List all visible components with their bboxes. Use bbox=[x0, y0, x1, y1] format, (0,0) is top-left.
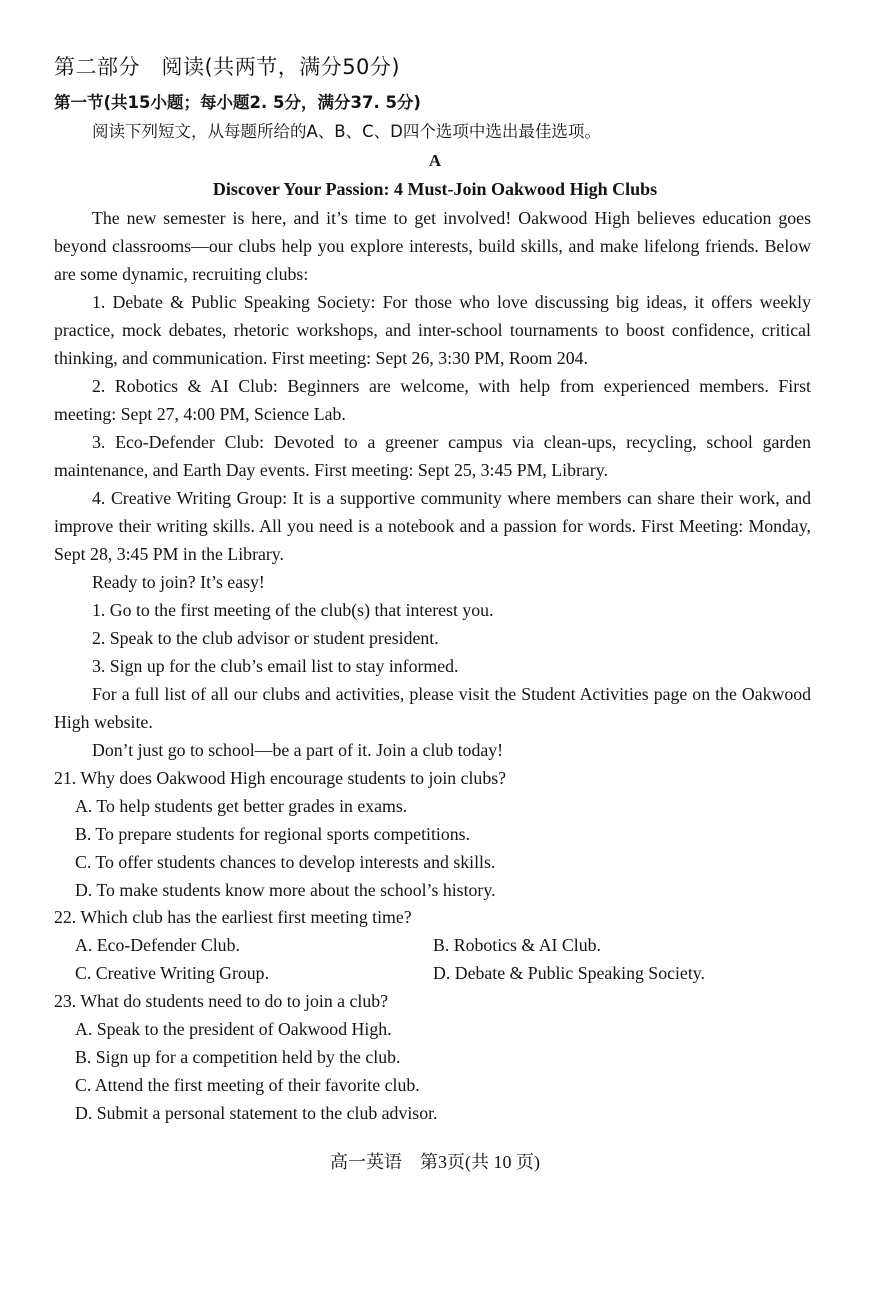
option-c: C. Creative Writing Group. bbox=[75, 963, 270, 983]
option-d: D. Debate & Public Speaking Society. bbox=[433, 963, 705, 983]
option-b: B. Robotics & AI Club. bbox=[433, 935, 601, 955]
option-a: A. Eco-Defender Club. bbox=[75, 935, 240, 955]
question-stem: 21. Why does Oakwood High encourage students to join clubs? bbox=[54, 768, 507, 788]
page-footer: 高一英语 第3页(共 10 页) bbox=[330, 1152, 540, 1172]
passage-paragraph: The new semester is here, and it’s time to get involved! Oakwood High believes education goes beyond classrooms—our clubs help you explore interests, build skills, and make lifelong friends. Below are some dynamic, recruiting clubs: bbox=[54, 208, 811, 284]
question-stem: 22. Which club has the earliest first meeting time? bbox=[54, 907, 412, 927]
passage-paragraph: 2. Robotics & AI Club: Beginners are welcome, with help from experienced members. First meeting: Sept 27, 4:00 PM, Science Lab. bbox=[54, 376, 811, 424]
passage-letter: A bbox=[428, 151, 442, 170]
passage-paragraph: 3. Sign up for the club’s email list to stay informed. bbox=[92, 656, 459, 676]
passage-paragraph: Don’t just go to school—be a part of it. Join a club today! bbox=[92, 740, 504, 760]
passage-paragraph: 1. Debate & Public Speaking Society: For those who love discussing big ideas, it offers weekly practice, mock debates, rhetoric workshops, and inter-school tournaments to boost confidence, critical thinking, and communication. First meeting: Sept 26, 3:30 PM, Room 204. bbox=[54, 292, 811, 368]
part-title: 第二部分 阅读(共两节，满分50分) bbox=[54, 55, 401, 79]
passage-paragraph: For a full list of all our clubs and activities, please visit the Student Activities page on the Oakwood High website. bbox=[54, 684, 811, 732]
option-c: C. Attend the first meeting of their favorite club. bbox=[75, 1075, 420, 1095]
passage-paragraph: 1. Go to the first meeting of the club(s) that interest you. bbox=[92, 600, 494, 620]
option-b: B. Sign up for a competition held by the club. bbox=[75, 1047, 401, 1067]
passage-paragraph: 4. Creative Writing Group: It is a supportive community where members can share their work, and improve their writing skills. All you need is a notebook and a passion for words. First Meeting: Monday, Sept 28, 3:45 PM in the Library. bbox=[54, 488, 811, 564]
option-c: C. To offer students chances to develop interests and skills. bbox=[75, 852, 496, 872]
question-23 bbox=[54, 987, 814, 1127]
option-row bbox=[54, 959, 814, 987]
section-title: 第一节(共15小题；每小题2. 5分，满分37. 5分) bbox=[54, 93, 421, 112]
passage-title: Discover Your Passion: 4 Must-Join Oakwood High Clubs bbox=[212, 179, 658, 199]
passage-paragraph: 2. Speak to the club advisor or student president. bbox=[92, 628, 439, 648]
passage-body bbox=[54, 204, 811, 764]
question-21 bbox=[54, 764, 814, 904]
option-a: A. Speak to the president of Oakwood High. bbox=[75, 1019, 392, 1039]
option-b: B. To prepare students for regional sports competitions. bbox=[75, 824, 470, 844]
option-a: A. To help students get better grades in exams. bbox=[75, 796, 408, 816]
option-row bbox=[54, 931, 814, 959]
option-d: D. Submit a personal statement to the club advisor. bbox=[75, 1103, 438, 1123]
passage-paragraph: Ready to join? It’s easy! bbox=[92, 572, 265, 592]
question-stem: 23. What do students need to do to join a club? bbox=[54, 991, 388, 1011]
question-22 bbox=[54, 903, 814, 987]
instruction: 阅读下列短文，从每题所给的A、B、C、D四个选项中选出最佳选项。 bbox=[92, 122, 601, 141]
option-d: D. To make students know more about the school’s history. bbox=[75, 880, 496, 900]
passage-paragraph: 3. Eco-Defender Club: Devoted to a greener campus via clean-ups, recycling, school garden maintenance, and Earth Day events. First meeting: Sept 25, 3:45 PM, Library. bbox=[54, 432, 811, 480]
